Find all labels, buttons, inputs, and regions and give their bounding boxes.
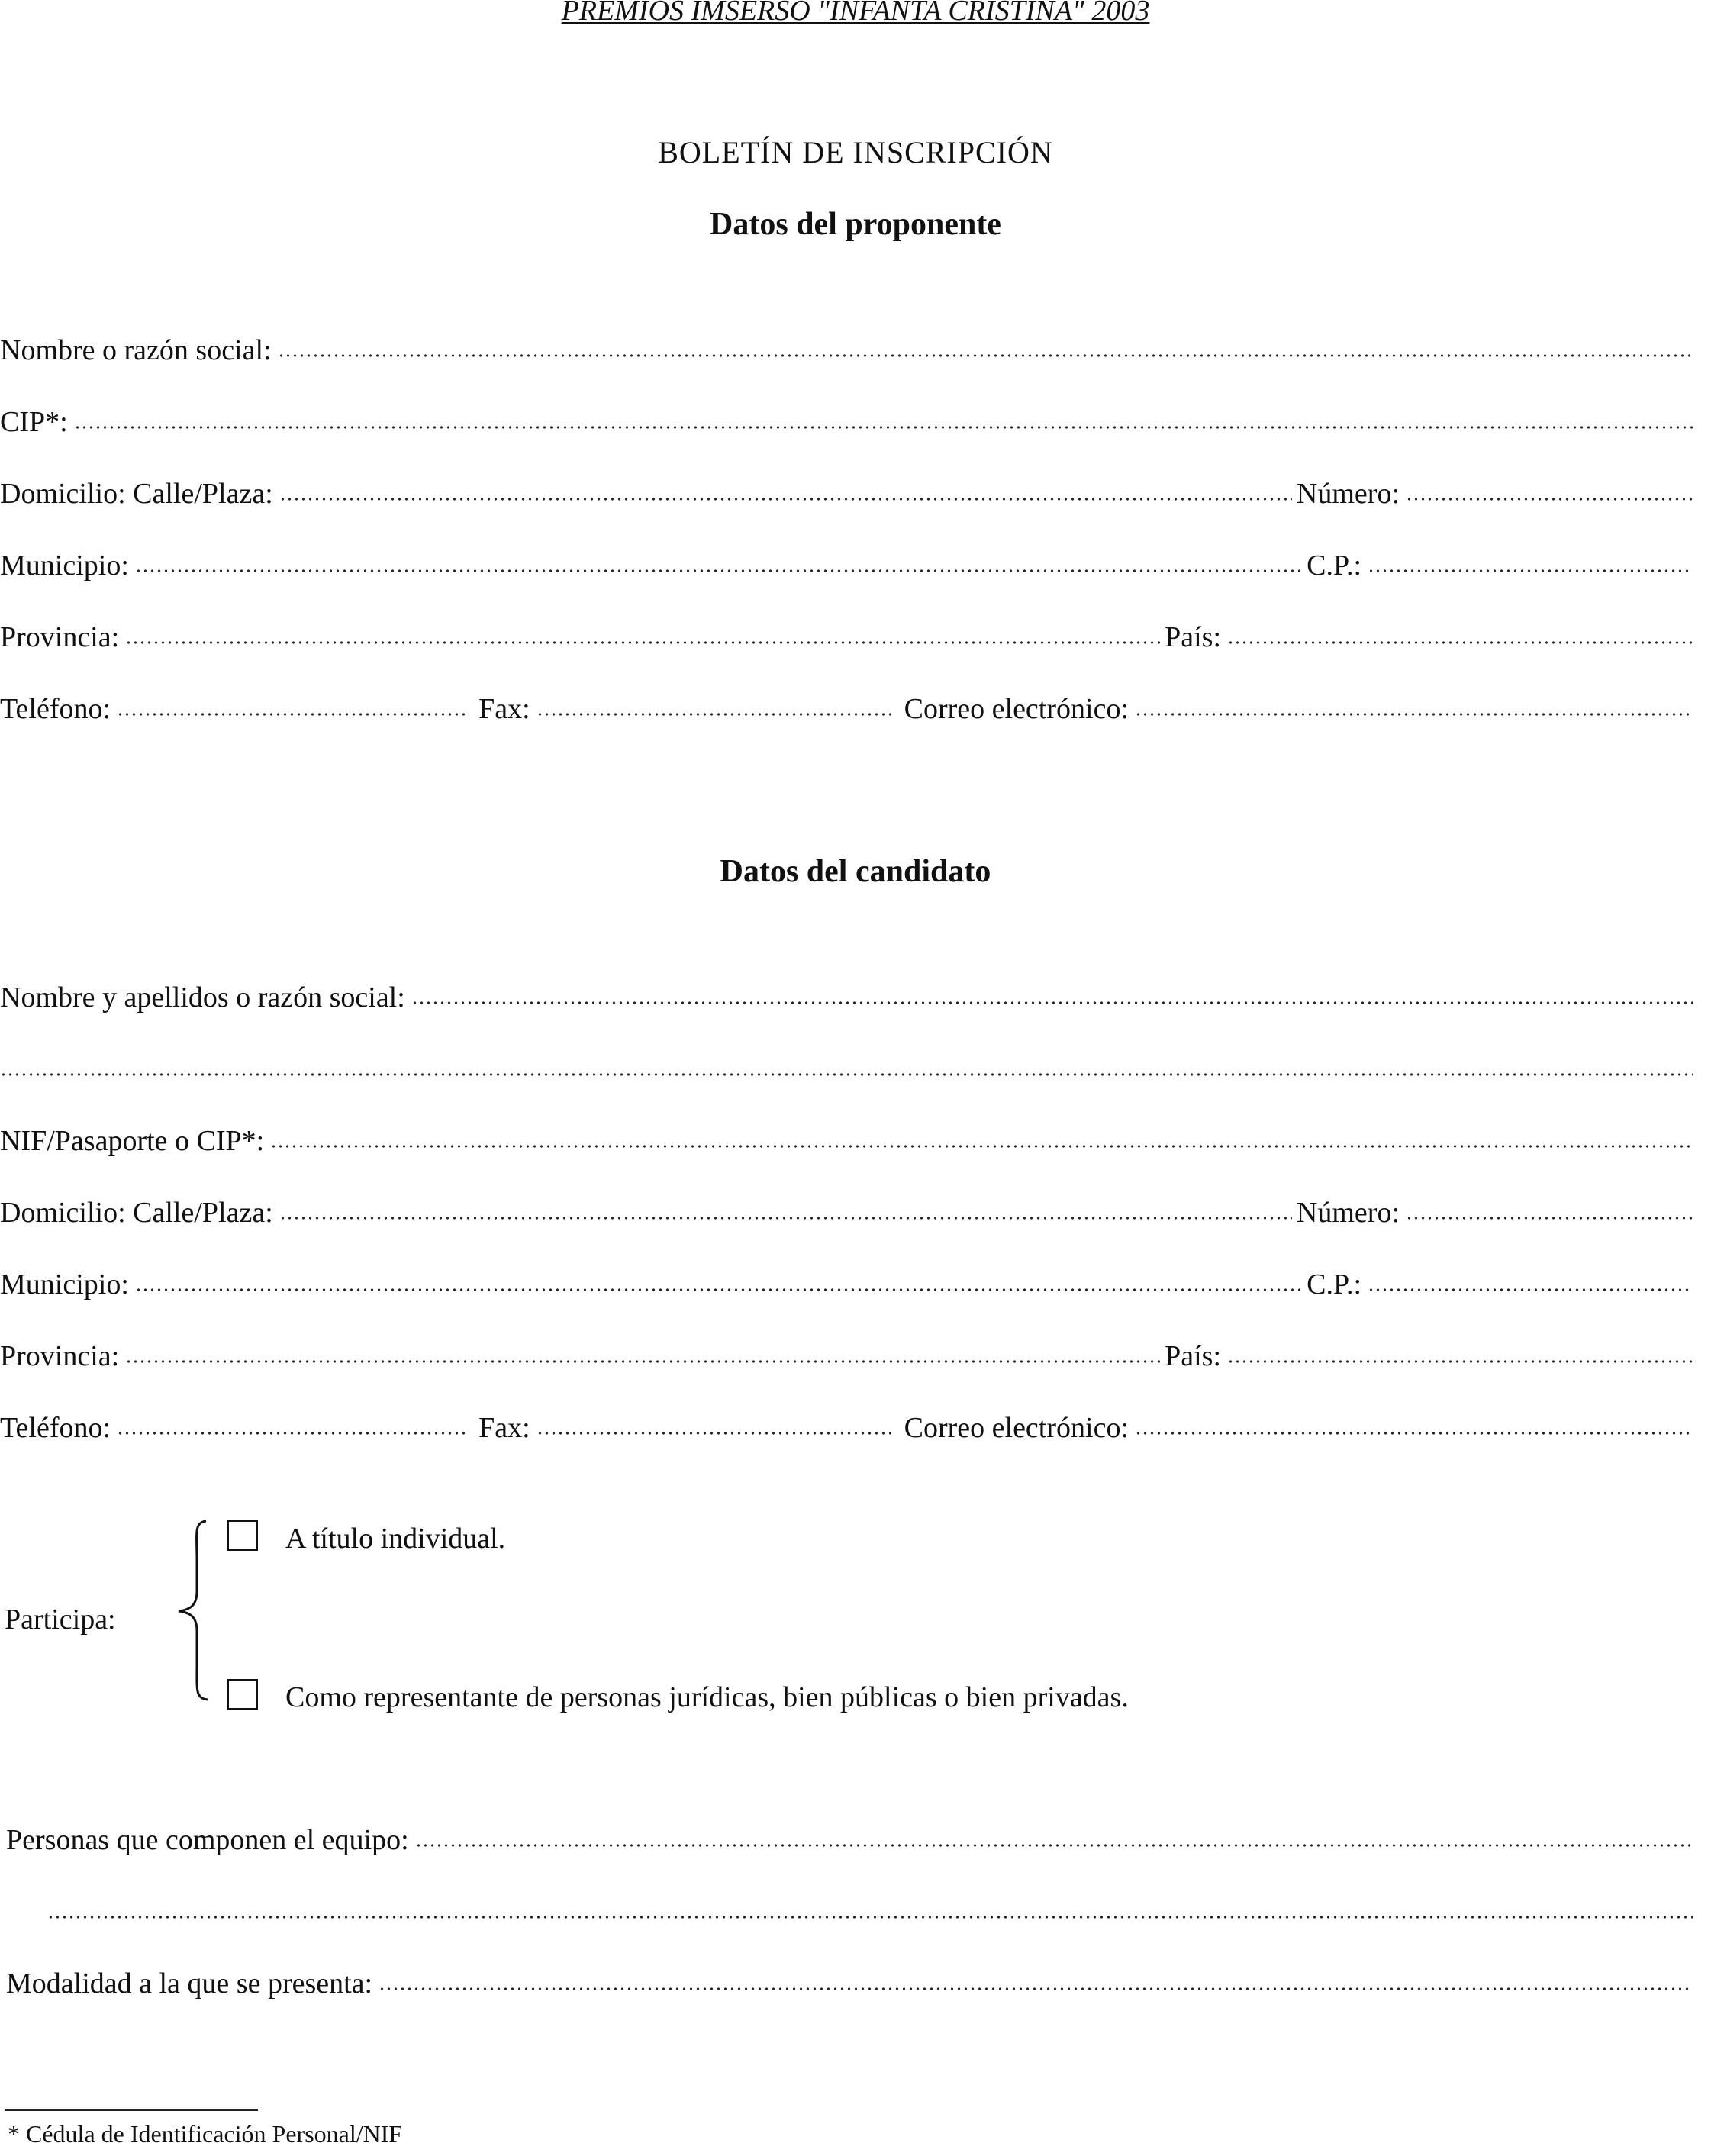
candidato-domicilio-label: Domicilio: Calle/Plaza: (0, 1197, 273, 1229)
proponente-telefono-label: Teléfono: (0, 693, 111, 725)
candidato-telefono-field[interactable] (117, 1431, 468, 1436)
proponente-correo-label: Correo electrónico: (904, 693, 1129, 725)
proponente-cip-field[interactable] (74, 425, 1693, 430)
proponente-provincia-field[interactable] (125, 640, 1160, 645)
proponente-fax-label: Fax: (478, 693, 530, 725)
candidato-municipio-label: Municipio: (0, 1268, 129, 1300)
proponente-municipio-label: Municipio: (0, 549, 129, 582)
candidato-nombre-cont-row (0, 1038, 1697, 1084)
section-title-proponente: Datos del proponente (710, 207, 1001, 242)
footnote-divider (5, 2109, 258, 2111)
proponente-municipio-field[interactable] (135, 569, 1302, 573)
footnote: * Cédula de Identificación Personal/NIF (8, 2120, 403, 2148)
candidato-nif-label: NIF/Pasaporte o CIP*: (0, 1125, 265, 1157)
modalidad-label: Modalidad a la que se presenta: (6, 1967, 373, 2000)
representante-option-label: Como representante de personas jurídicas, bien públicas o bien privadas. (285, 1681, 1129, 1713)
candidato-pais-label: País: (1165, 1340, 1221, 1372)
proponente-correo-field[interactable] (1135, 712, 1693, 717)
candidato-correo-label: Correo electrónico: (904, 1412, 1129, 1444)
proponente-provincia-row (0, 606, 1697, 652)
proponente-cp-label: C.P.: (1307, 549, 1361, 582)
candidato-cp-field[interactable] (1368, 1287, 1693, 1292)
candidato-provincia-label: Provincia: (0, 1340, 120, 1372)
candidato-nif-field[interactable] (270, 1144, 1693, 1149)
equipo-row (0, 1809, 1697, 1855)
proponente-provincia-label: Provincia: (0, 621, 120, 653)
individual-checkbox[interactable] (227, 1520, 258, 1551)
candidato-fax-label: Fax: (478, 1412, 530, 1444)
candidato-nombre-continuation-field[interactable] (0, 1072, 1693, 1077)
participa-label: Participa: (5, 1603, 116, 1636)
proponente-domicilio-field[interactable] (279, 497, 1292, 501)
proponente-domicilio-label: Domicilio: Calle/Plaza: (0, 478, 273, 510)
candidato-nif-row (0, 1110, 1697, 1155)
equipo-continuation-field[interactable] (47, 1915, 1693, 1919)
equipo-cont-row (0, 1880, 1697, 1926)
equipo-label: Personas que componen el equipo: (6, 1824, 409, 1856)
document-header: PREMIOS IMSERSO "INFANTA CRISTINA" 2003 (561, 0, 1150, 27)
proponente-municipio-row (0, 534, 1697, 580)
proponente-nombre-row (0, 319, 1697, 365)
candidato-nombre-row (0, 966, 1697, 1012)
candidato-domicilio-field[interactable] (279, 1216, 1292, 1220)
proponente-numero-field[interactable] (1406, 497, 1693, 501)
candidato-numero-label: Número: (1296, 1197, 1400, 1229)
candidato-nombre-label: Nombre y apellidos o razón social: (0, 981, 405, 1014)
proponente-pais-field[interactable] (1227, 640, 1693, 645)
candidato-domicilio-row (0, 1181, 1697, 1227)
candidato-correo-field[interactable] (1135, 1431, 1693, 1436)
candidato-nombre-field[interactable] (411, 1001, 1693, 1005)
proponente-fax-field[interactable] (536, 712, 894, 717)
proponente-nombre-label: Nombre o razón social: (0, 334, 272, 366)
candidato-pais-field[interactable] (1227, 1359, 1693, 1364)
modalidad-field[interactable] (379, 1987, 1693, 1991)
representante-checkbox[interactable] (227, 1679, 258, 1710)
candidato-cp-label: C.P.: (1307, 1268, 1361, 1300)
candidato-provincia-field[interactable] (125, 1359, 1160, 1364)
proponente-contacto-row (0, 678, 1697, 724)
equipo-field[interactable] (415, 1843, 1693, 1848)
candidato-numero-field[interactable] (1406, 1216, 1693, 1220)
proponente-cp-field[interactable] (1368, 569, 1693, 573)
proponente-pais-label: País: (1165, 621, 1221, 653)
form-title: BOLETÍN DE INSCRIPCIÓN (658, 135, 1053, 169)
section-title-candidato: Datos del candidato (720, 854, 991, 889)
individual-option-label: A título individual. (285, 1523, 506, 1555)
proponente-cip-row (0, 391, 1697, 437)
proponente-cip-label: CIP*: (0, 406, 68, 438)
curly-brace-icon (174, 1515, 220, 1706)
candidato-fax-field[interactable] (536, 1431, 894, 1436)
proponente-nombre-field[interactable] (278, 353, 1693, 358)
candidato-provincia-row (0, 1325, 1697, 1371)
candidato-municipio-field[interactable] (135, 1287, 1302, 1292)
modalidad-row (0, 1952, 1697, 1998)
proponente-domicilio-row (0, 462, 1697, 508)
candidato-contacto-row (0, 1397, 1697, 1442)
candidato-telefono-label: Teléfono: (0, 1412, 111, 1444)
proponente-telefono-field[interactable] (117, 712, 468, 717)
proponente-numero-label: Número: (1296, 478, 1400, 510)
candidato-municipio-row (0, 1253, 1697, 1299)
